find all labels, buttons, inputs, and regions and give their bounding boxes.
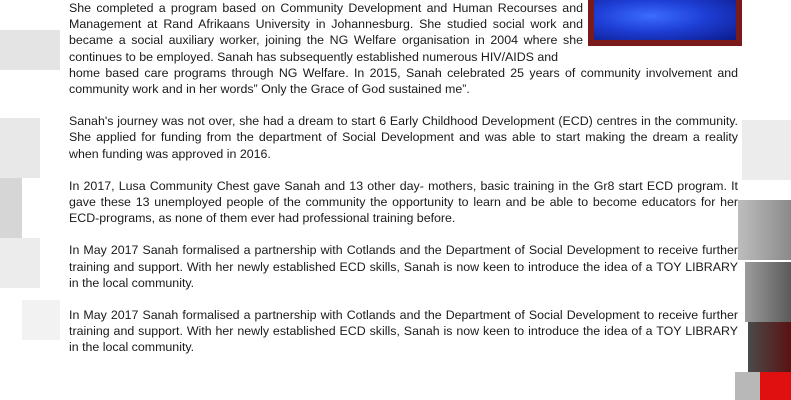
paragraph: home based care programs through NG Welfare. In 2015, Sanah celebrated 25 years of community involvement and community work and in her words” Only the Grace of God sustained me”. (69, 65, 738, 97)
bg-tile (0, 118, 40, 178)
bg-tile (738, 200, 791, 260)
paragraph: She completed a program based on Community Development and Human Recourses and Management at Rand Afrikaans University in Johannesburg. She studied social work and became a social auxiliary worker, joining the NG Welfare organisation in 2004 where she continues to be employed. Sanah has subsequently established numerous HIV/AIDS and (69, 1, 583, 64)
bg-tile (0, 30, 60, 70)
paragraph: In 2017, Lusa Community Chest gave Sanah and 13 other day- mothers, basic training in the Gr8 start ECD program. It gave these 13 unemployed people of the community the opportunity to learn and be able to become educators for her ECD-programs, as none of them ever had professional training before. (69, 178, 738, 226)
bg-tile (22, 300, 60, 340)
bg-tile (745, 262, 791, 322)
bg-tile-red (760, 372, 791, 400)
bg-tile (742, 120, 791, 180)
bg-tile (735, 372, 760, 400)
paragraph: In May 2017 Sanah formalised a partnership with Cotlands and the Department of Social Development to receive further training and support. With her newly established ECD skills, Sanah is now keen to introduce the idea of a TOY LIBRARY in the local community. (69, 243, 738, 290)
bg-tile (0, 178, 22, 238)
paragraph: In May 2017 Sanah formalised a partnership with Cotlands and the Department of Social Development to receive further training and support. With her newly established ECD skills, Sanah is now keen to introduce the idea of a TOY LIBRARY in the local community. (69, 308, 738, 355)
paragraph: Sanah's journey was not over, she had a dream to start 6 Early Childhood Development (ECD) centres in the community. She applied for funding from the department of Social Development and was able to start making the dream a reality when funding was approved in 2016. (69, 114, 738, 161)
bg-tile (748, 322, 791, 372)
bg-tile (0, 238, 40, 288)
article-body (69, 0, 738, 372)
